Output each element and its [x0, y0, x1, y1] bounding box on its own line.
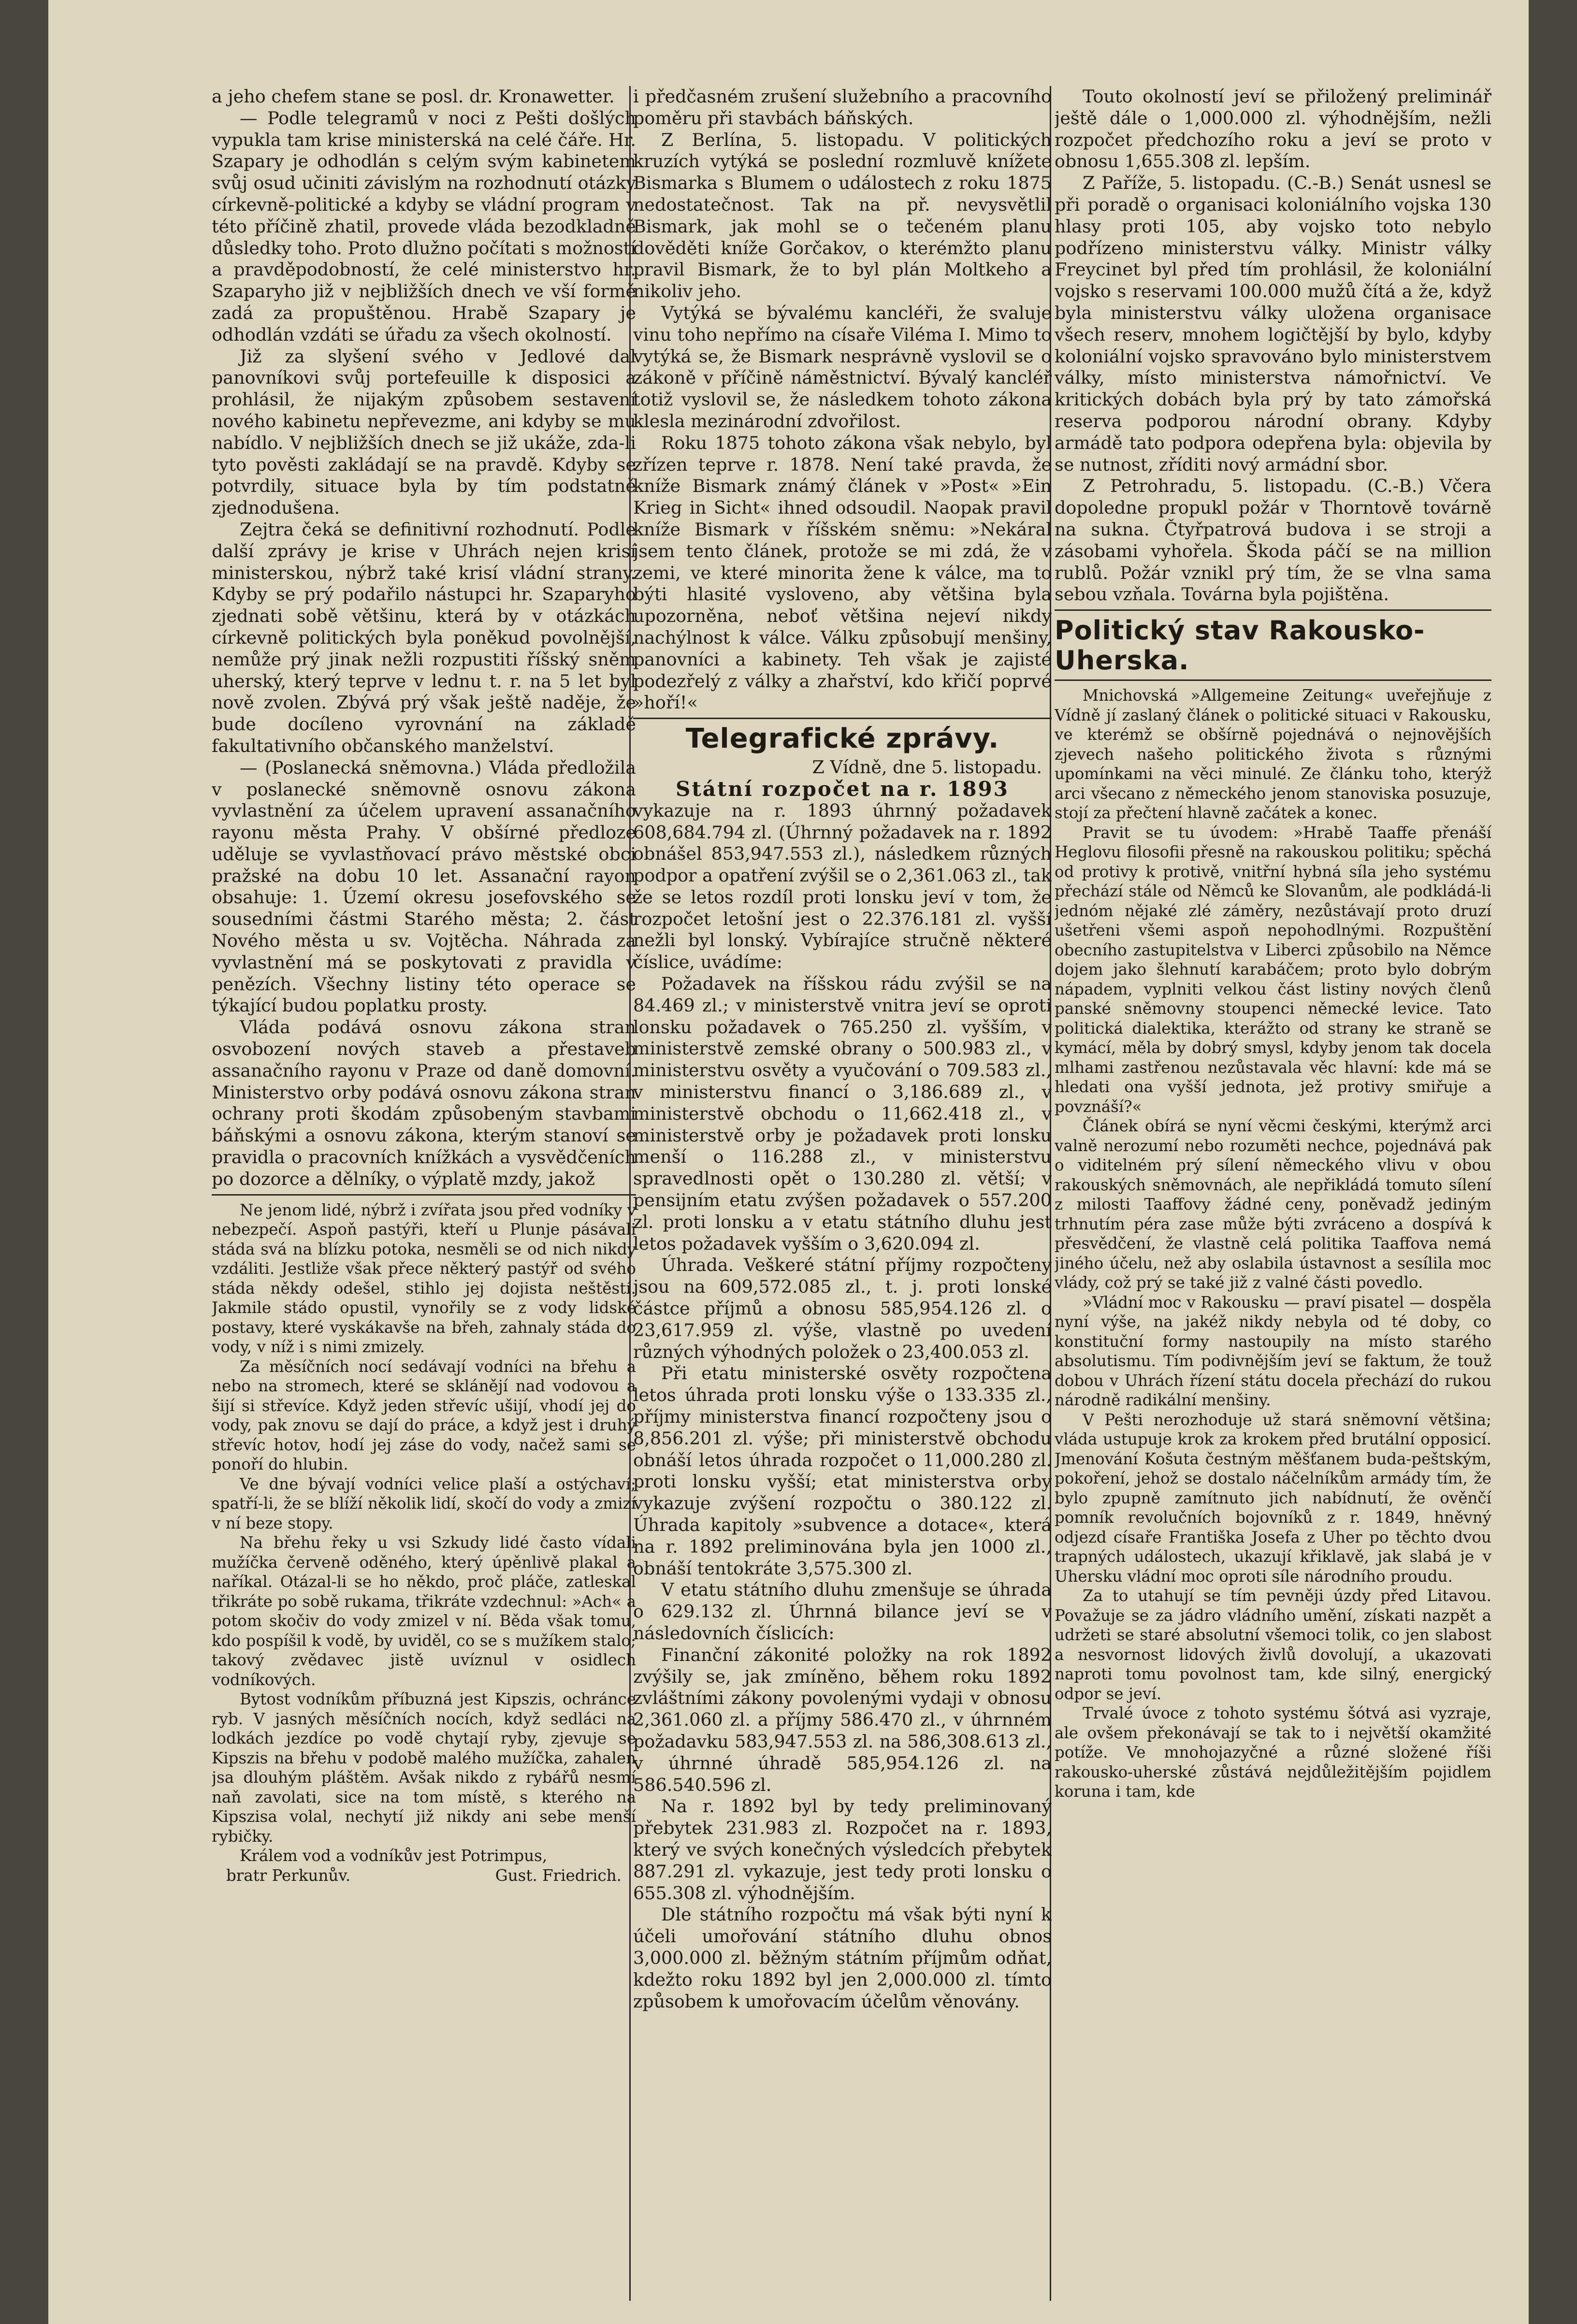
column-left — [212, 86, 636, 2305]
paragraph: Trvalé úvoce z tohoto systému šótvá asi vyzraje, ale ovšem překonávají se tak to i největší okamžité potíže. Ve mnohojazyčné a různé složené říši rakousko-uherské zůstává nejdůležitějším pojidlem koruna i tam, kde — [1055, 1704, 1491, 1801]
paragraph: Dle státního rozpočtu má však býti nyní k účeli umořování státního dluhu obnos 3,000.000 zl. běžným státním příjmům odňat, kdežto roku 1892 byl jen 2,000.000 zl. tímto způsobem k umořovacím účelům věnovány. — [633, 1904, 1052, 2012]
paragraph: Králem vod a vodníkův jest Potrimpus, — [240, 1847, 548, 1865]
scan-edge-left — [0, 0, 48, 2324]
paragraph: Roku 1875 tohoto zákona však nebylo, byl zřízen teprve r. 1878. Není také pravda, že kníže Bismark známý článek v »Post« »Ein Krieg in Sicht« ihned odsoudil. Naopak pravil kníže Bismark v říšském sněmu: »Nekáral jsem tento článek, protože se mi zdá, že v zemi, ve které minorita žene k válce, ma to býti hlasité vysloveno, aby většina byla upozorněna, neboť většina nejeví nikdy nachýlnost k válce. Válku způsobují menšiny, panovníci a kabinety. Teh však je zajisté podezřelý z války a zhařství, kdo křičí poprvé »hoří!« — [633, 432, 1052, 713]
paragraph: vykazuje na r. 1893 úhrnný požadavek 608,684.794 zl. (Úhrnný požadavek na r. 1892 obnášel 853,947.553 zl.), následkem různých podpor a opatření zvýšil se o 2,361.063 zl., tak že se letos rozdíl proti lonsku jeví v tom, že rozpočet letošní jest o 22.376.181 zl. vyšší nežli byl lonský. Vybírajíce stručně některé číslice, uvádíme: — [633, 800, 1052, 973]
author-signature: Gust. Friedrich. — [495, 1866, 622, 1885]
column-middle — [633, 86, 1052, 2305]
subheading: Státní rozpočet na r. 1893 — [676, 777, 1009, 801]
paragraph: — (Poslanecká sněmovna.) Vláda předložila v poslanecké sněmovně osnovu zákona vyvlastnění za účelem upravení assanačního rayonu města Prahy. V obšírné předloze uděluje se vyvlastňovací právo městské obci pražské na dobu 10 let. Assanační rayon obsahuje: 1. Území okresu josefovského se sousedními částmi Starého města; 2. část Nového města u sv. Vojtěcha. Náhrada za vyvlastnění má se poskytovati z pravidla v penězích. Všechny listiny této operace se týkající budou poplatku prosty. — [212, 757, 636, 1016]
paragraph: — Podle telegramů v noci z Pešti došlých vypukla tam krise ministerská na celé čáře. Hr. Szapary je odhodlán s celým svým kabinetem svůj osud učiniti závislým na rozhodnutí otázky církevně-politické a kdyby se vládní program v této příčině zhatil, provede vláda bezodkladně důsledky toho. Proto dlužno počítati s možností a pravděpodobností, že celé ministerstvo hr. Szaparyho již v nejbližších dnech ve vší formě zadá za propuštěnou. Hrabě Szapary je odhodlán vzdáti se úřadu za všech okolností. — [212, 107, 636, 345]
paragraph: Již za slyšení svého v Jedlové dal panovníkovi svůj portefeuille k disposici a prohlásil, že nijakým způsobem sestavení nového kabinetu nepřevezme, ani kdyby se mu nabídlo. V nejbližších dnech se již ukáže, zda-li tyto pověsti zakládají se na pravdě. Kdyby se potvrdily, situace byla by tím podstatně zjednodušena. — [212, 346, 636, 519]
paragraph: Mnichovská »Allgemeine Zeitung« uveřejňuje z Vídně jí zaslaný článek o politické situaci v Rakousku, ve kterémž se obšírně pojednává o nejnovějších zjevech našeho politického života s různými upomínkami na věci minulé. Ze článku toho, kterýž arci všecano z německého jenom stanoviska posuzuje, stojí za přečtení hlavně začátek a konec. — [1055, 686, 1491, 823]
paragraph: a jeho chefem stane se posl. dr. Kronawetter. — [212, 86, 615, 107]
paragraph: V Pešti nerozhoduje už stará sněmovní většina; vláda ustupuje krok za krokem před brutální opposicí. Jmenování Košuta čestným měšťanem buda-peštským, pokoření, jehož se dostalo náčelníkům armády tím, že bylo zpupně zamítnuto jich nabídnutí, že ověnčí pomník revolučních bojovníků z r. 1849, hněvný odjezd císaře Františka Josefa z Uher po těchto dvou trapných událostech, ukazují křiklavě, jak slabá je v Uhersku vládní moc oproti síle národního proudu. — [1055, 1410, 1491, 1586]
paragraph: Ne jenom lidé, nýbrž i zvířata jsou před vodníky v nebezpečí. Aspoň pastýři, kteří u Plunje pásávali stáda svá na blízku potoka, nesměli se od nich nikdy vzdáliti. Jestliže však přece některý pastýř od svého stáda někdy odešel, stihlo jej dojista neštěstí. Jakmile stádo opustil, vynořily se z vody lidské postavy, které vyskákavše na břeh, zahnaly stáda do vody, v níž i s nimi zmizely. — [212, 1200, 636, 1357]
paragraph: Úhrada. Veškeré státní příjmy rozpočteny jsou na 609,572.085 zl., t. j. proti lonské částce příjmů a obnosu 585,954.126 zl. o 23,617.959 zl. výše, vlastně po uvedení různých výhodných položek o 23,400.053 zl. — [633, 1255, 1052, 1362]
section-rule — [633, 718, 1052, 719]
paragraph: Touto okolností jeví se přiložený preliminář ještě dále o 1,000.000 zl. výhodnějším, nežli rozpočet předchozího roku a jeví se proto v obnosu 1,655.308 zl. lepším. — [1055, 86, 1491, 172]
scan-edge-right — [1529, 0, 1577, 2324]
signature-left: bratr Perkunův. — [226, 1866, 351, 1885]
paragraph: Finanční zákonité položky na rok 1892 zvýšily se, jak zmíněno, během roku 1892 zvláštními zákony povolenými vydaji v obnosu 2,361.060 zl. a příjmy 586.470 zl., v úhrnném požadavku 583,947.553 zl. na 586,308.613 zl., v úhrnné úhradě 585,954.126 zl. na 586.540.596 zl. — [633, 1644, 1052, 1795]
article-body — [1055, 686, 1491, 1802]
section-title: Politický stav Rakousko-Uherska. — [1055, 615, 1425, 676]
paragraph: Za to utahují se tím pevněji úzdy před Litavou. Považuje se za jádro vládního umění, získati nazpět a udržeti se staré absolutní všemoci tolik, co jen slabost a nesvornost lidových živlů dovolují, a ukazovati naproti tomu povolnost tam, kde silný, energický odpor se jeví. — [1055, 1587, 1491, 1703]
paragraph: Z Paříže, 5. listopadu. (C.-B.) Senát usnesl se při poradě o organisaci koloniálního vojska 130 hlasy proti 105, aby vojsko toto nebylo podřízeno ministerstvu války. Ministr války Freycinet byl před tím prohlásil, že koloniální vojsko s reservami 100.000 mužů čítá a že, když byla ministerstvu války uložena organisace všech reserv, mnohem logičtější by bylo, kdyby koloniální vojsko spravováno bylo ministerstvem války, místo ministerstva námořnictví. Ve kritických dobách byla prý by tato zámořská reserva podporou národní obrany. Kdyby armádě tato podpora odepřena byla: objevila by se nutnost, zříditi nový armádní sbor. — [1055, 173, 1491, 475]
paragraph: Ve dne bývají vodníci velice plaší a ostýchaví; spatří-li, že se blíží několik lidí, skočí do vody a zmizí v ní beze stopy. — [212, 1474, 636, 1532]
paragraph: Bytost vodníkům příbuzná jest Kipszis, ochránce ryb. V jasných měsíčních nocích, když sedláci na lodkách jezdíce po vodě chytají ryby, zjevuje se Kipszis na břehu v podobě malého mužíčka, zahalen jsa dlouhým pláštěm. Avšak nikdo z rybářů nesmí naň zavolati, sice na tom místě, s kterého na Kipszisa volal, nechytí již nikdy ani sebe menší rybičky. — [212, 1690, 636, 1846]
paragraph: Na r. 1892 byl by tedy preliminovaný přebytek 231.983 zl. Rozpočet na r. 1893, který ve svých konečných výsledcích přebytek 887.291 zl. vykazuje, jest tedy proti lonsku o 655.308 zl. výhodnějším. — [633, 1796, 1052, 1904]
paragraph: Vytýká se bývalému kancléři, že svaluje vinu toho nepřímo na císaře Viléma I. Mimo to vytýká se, že Bismark nesprávně vyslovil se o zákoně v příčině náměstnictví. Bývalý kancléř totiž vyslovil se, že následkem tohoto zákona klesla mezinárodní zdvořilost. — [633, 302, 1052, 432]
paragraph: Článek obírá se nyní věcmi českými, kterýmž arci valně nerozumí nebo rozuměti nechce, pojednává pak o viditelném prý sílení německého vlivu v obou rakouských sněmovnách, ale nepřikládá tomuto sílení z milosti Taaffovy žádné ceny, poněvadž jediným trhnutím péra zase může býti zvráceno a dospívá k přesvědčení, že vlastně celá politika Taaffova nemá jiného účelu, než aby oslabila ústavnost a sesílila moc vlády, což prý se také již z valné části povedlo. — [1055, 1117, 1491, 1292]
paragraph: Zejtra čeká se definitivní rozhodnutí. Podle další zprávy je krise v Uhrách nejen krisí ministerskou, nýbrž také krisí vládní strany. Kdyby se prý podařilo nástupci hr. Szaparyho zjednati sobě většinu, která by v otázkách církevně politických byla poněkud povolnější, nemůže prý jinak nežli rozpustiti říšský sněm uherský, který teprve v lednu t. r. na 5 let byl nově zvolen. Zbývá prý však ještě naděje, že bude docíleno vyrovnání na základě fakultativního občanského manželství. — [212, 519, 636, 756]
signature-line — [212, 1866, 636, 1886]
paragraph: Na břehu řeky u vsi Szkudy lidé často vídali mužíčka červeně oděného, který úpěnlivě plakal a naříkal. Otázal-li se ho někdo, proč pláče, zatleskal třikráte po sobě rukama, třikráte vzdechnul: »Ach« a potom skočiv do vody zmizel v ní. Běda však tomu, kdo pospíšil k vodě, by uviděl, co se s mužíkem stalo; takový zvědavec jistě uvíznul v osidlech vodníkových. — [212, 1533, 636, 1689]
dateline: Z Vídně, dne 5. listopadu. — [812, 757, 1042, 778]
paragraph: Z Berlína, 5. listopadu. V politických kruzích vytýká se poslední rozmluvě knížete Bismarka s Blumem o událostech z roku 1875 nedostatečnost. Tak na př. nevysvětlil Bismark, jak mohl se o tečeném planu dověděti kníže Gorčakov, o kterémžto planu pravil Bismark, že to byl plán Moltkeho a nikoliv jeho. — [633, 129, 1052, 302]
paragraph: i předčasném zrušení služebního a pracovního poměru při stavbách báňských. — [633, 86, 1052, 129]
paragraph: Požadavek na říšskou rádu zvýšil se na 84.469 zl.; v ministerstvě vnitra jeví se oproti lonsku požadavek o 765.250 zl. vyšším, v ministerstvě zemské obrany o 500.983 zl., v ministerstvu osvěty a vyučování o 709.583 zl., v ministerstvu financí o 3,186.689 zl., v ministerstvě obchodu o 11,662.418 zl., v ministerstvě orby je požadavek proti lonsku menší o 116.288 zl., v ministerstvu spravedlnosti opět o 130.280 zl. větší; v pensijním etatu zvýšen požadavek o 557.200 zl. proti lonsku a v etatu státního dluhu jest letos požadavek vyšším o 3,620.094 zl. — [633, 973, 1052, 1254]
section-rule — [1055, 609, 1491, 611]
column-right — [1055, 86, 1491, 2305]
paragraph: Při etatu ministerské osvěty rozpočtena letos úhrada proti lonsku výše o 133.335 zl., příjmy ministerstva financí rozpočteny jsou o 8,856.201 zl. výše; při ministerstvě obchodu obnáší letos úhrada rozpočet o 11,000.280 zl. proti lonsku vyšší; etat ministerstva orby vykazuje zvýšení rozpočtu o 380.122 zl. Úhrada kapitoly »subvence a dotace«, která na r. 1892 preliminována byla jen 1000 zl., obnáší tentokráte 3,575.300 zl. — [633, 1363, 1052, 1579]
paragraph: »Vládní moc v Rakousku — praví pisatel — dospěla nyní výše, na jakéž nikdy nebyla od té doby, co konstituční formy nastoupily na místo starého absolutismu. Tím podivnějším jeví se faktum, že touž dobou v Uhrách řízení státu docela přechází do rukou národně radikální menšiny. — [1055, 1293, 1491, 1410]
section-title: Telegrafické zprávy. — [685, 723, 999, 755]
paragraph: Vláda podává osnovu zákona stran osvobození nových staveb a přestaveb assanačního rayonu v Praze od daně domovní. Ministerstvo orby podává osnovu zákona stran ochrany proti škodám způsobeným stavbami báňskými a osnovu zákona, kterým stanoví se pravidla o pracovních knížkách a vysvědčeních po dozorce a dělníky, o výplatě mzdy, jakož — [212, 1017, 636, 1189]
section-rule — [1055, 679, 1491, 681]
paragraph: Pravit se tu úvodem: »Hrabě Taaffe přenáší Heglovu filosofii přesně na rakouskou politiku; spěchá od protivy k protivě, vnitřní hybná síla jeho systému přechází stále od Němců ke Slovanům, ale podkládá-li jednóm nějaké zlé záměry, nezůstávají proto druzí ušetřeni všemi aspoň nepohodlnými. Rozpuštění obecního zastupitelstva v Liberci způsobilo na Němce dojem jako šlehnutí karabáčem; proto bylo dobrým nápadem, vyplniti velkou část listiny nových členů panské sněmovny stoupenci německé levice. Tato politická dialektika, kterážto od strany ke straně se kymácí, měla by dobrý smysl, kdyby jenom tak docela mlhami zastřenou nezůstavala věc hlavní: kde má se hledati ona vyšší jednota, jež protivy smiřuje a povznáší?« — [1055, 823, 1491, 1116]
paragraph: Za měsíčních nocí sedávají vodníci na břehu a nebo na stromech, které se sklánějí nad vodovou a šijí si střevíce. Když jeden střevíc ušijí, vhodí jej do vody, pak znovu se dají do práce, a když jest i druhý střevíc hotov, hodí jej záse do vody, načež sami se ponoří do hlubin. — [212, 1357, 636, 1474]
feuilleton — [212, 1200, 636, 1886]
paragraph: Z Petrohradu, 5. listopadu. (C.-B.) Včera dopoledne propukl požár v Thorntově továrně na sukna. Čtyřpatrová budova i se stroji a zásobami vyhořela. Škoda páčí se na million rublů. Požár vznikl prý tím, že se vlna sama sebou vzňala. Továrna byla pojištěna. — [1055, 476, 1491, 605]
feuilleton-rule — [212, 1194, 636, 1196]
paragraph: V etatu státního dluhu zmenšuje se úhrada o 629.132 zl. Úhrnná bilance jeví se v následovních číslicích: — [633, 1579, 1052, 1644]
